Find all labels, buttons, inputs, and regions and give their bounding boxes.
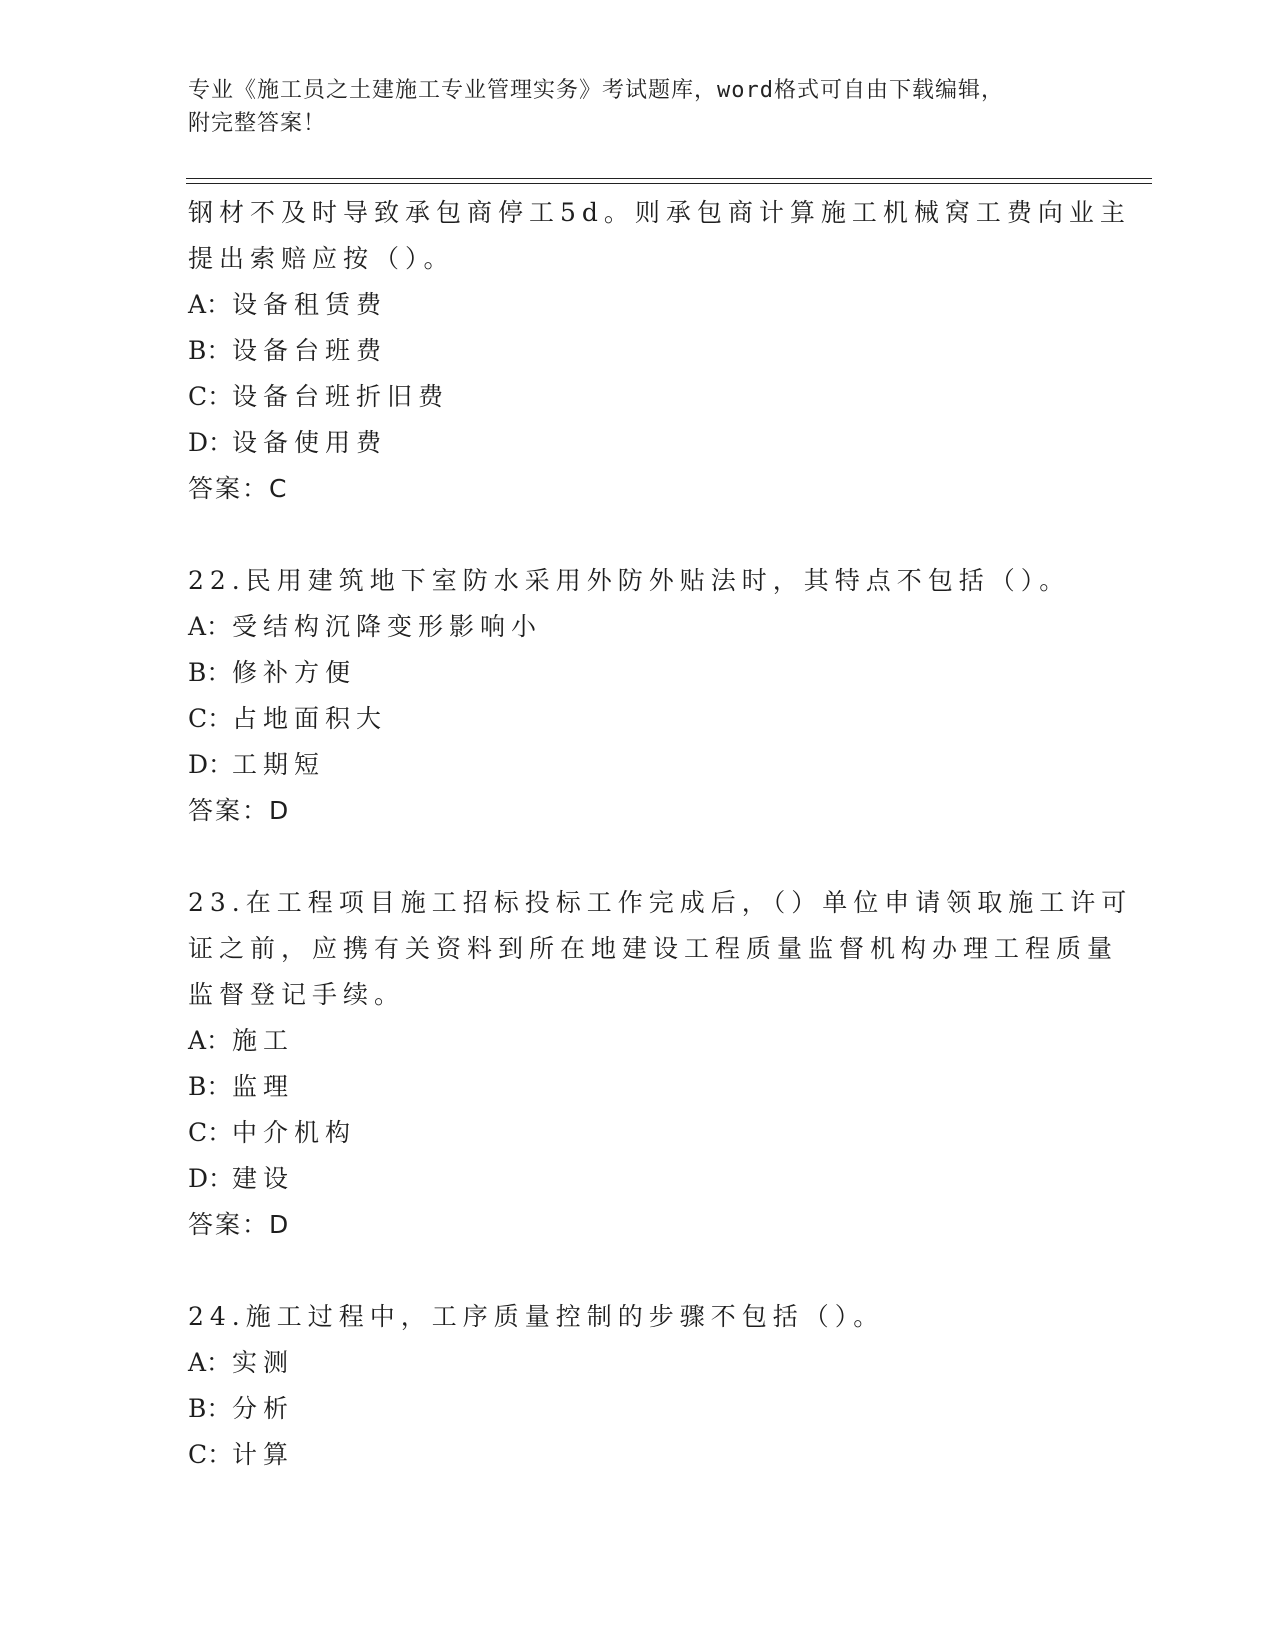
option-label: B： <box>188 658 232 687</box>
option-b <box>188 650 1088 696</box>
question-text-line: 证之前，应携有关资料到所在地建设工程质量监督机构办理工程质量 <box>188 934 1119 963</box>
option-text: 中介机构 <box>232 1118 357 1147</box>
question-22 <box>188 558 1088 834</box>
question-24 <box>188 1294 1088 1478</box>
header-divider-top <box>186 178 1152 179</box>
header-line-2: 附完整答案！ <box>188 111 327 136</box>
option-label: A： <box>188 290 232 319</box>
option-text: 占地面积大 <box>232 704 388 733</box>
option-text: 设备台班折旧费 <box>232 382 450 411</box>
question-text-line: 钢材不及时导致承包商停工5d。则承包商计算施工机械窝工费向业主 <box>188 198 1131 227</box>
option-label: B： <box>188 1072 232 1101</box>
answer: 答案：C <box>188 474 289 503</box>
option-b <box>188 1064 1088 1110</box>
question-text-line: 24.施工过程中，工序质量控制的步骤不包括（）。 <box>188 1302 885 1331</box>
option-c <box>188 1110 1088 1156</box>
option-label: C： <box>188 382 233 411</box>
header-divider-bottom <box>186 183 1152 184</box>
header-line-1: 专业《施工员之土建施工专业管理实务》考试题库，word格式可自由下载编辑， <box>188 78 1004 103</box>
option-text: 修补方便 <box>232 658 357 687</box>
option-text: 设备台班费 <box>232 336 388 365</box>
spacer <box>188 512 1088 558</box>
answer: 答案：D <box>188 796 291 825</box>
spacer <box>188 834 1088 880</box>
option-c <box>188 374 1088 420</box>
option-text: 分析 <box>232 1394 295 1423</box>
option-text: 计算 <box>232 1440 295 1469</box>
option-label: B： <box>188 1394 232 1423</box>
option-text: 建设 <box>232 1164 295 1193</box>
question-text-line: 监督登记手续。 <box>188 980 406 1009</box>
option-b <box>188 328 1088 374</box>
option-a <box>188 604 1088 650</box>
option-c <box>188 696 1088 742</box>
option-text: 设备使用费 <box>232 428 388 457</box>
question-text-line: 23.在工程项目施工招标投标工作完成后，（）单位申请领取施工许可 <box>188 888 1133 917</box>
option-b <box>188 1386 1088 1432</box>
option-text: 工期短 <box>232 750 326 779</box>
option-text: 实测 <box>232 1348 295 1377</box>
spacer <box>188 1248 1088 1294</box>
option-d <box>188 1156 1088 1202</box>
option-text: 施工 <box>232 1026 295 1055</box>
option-d <box>188 742 1088 788</box>
option-d <box>188 420 1088 466</box>
option-label: A： <box>188 1026 232 1055</box>
option-text: 受结构沉降变形影响小 <box>232 612 543 641</box>
question-text-line: 提出索赔应按（）。 <box>188 244 455 273</box>
question-fragment <box>188 190 1131 512</box>
option-label: A： <box>188 1348 232 1377</box>
option-label: D： <box>188 1164 234 1193</box>
option-a <box>188 1018 1088 1064</box>
option-text: 监理 <box>232 1072 295 1101</box>
question-23 <box>188 880 1133 1248</box>
document-header <box>188 74 1088 140</box>
option-label: C： <box>188 1440 233 1469</box>
option-label: D： <box>188 428 234 457</box>
option-c <box>188 1432 1088 1478</box>
option-label: B： <box>188 336 232 365</box>
option-label: C： <box>188 1118 233 1147</box>
option-label: C： <box>188 704 233 733</box>
option-a <box>188 1340 1088 1386</box>
option-text: 设备租赁费 <box>232 290 388 319</box>
answer: 答案：D <box>188 1210 291 1239</box>
question-content <box>188 190 1133 1478</box>
question-text-line: 22.民用建筑地下室防水采用外防外贴法时，其特点不包括（）。 <box>188 566 1071 595</box>
option-label: A： <box>188 612 232 641</box>
option-a <box>188 282 1088 328</box>
option-label: D： <box>188 750 234 779</box>
